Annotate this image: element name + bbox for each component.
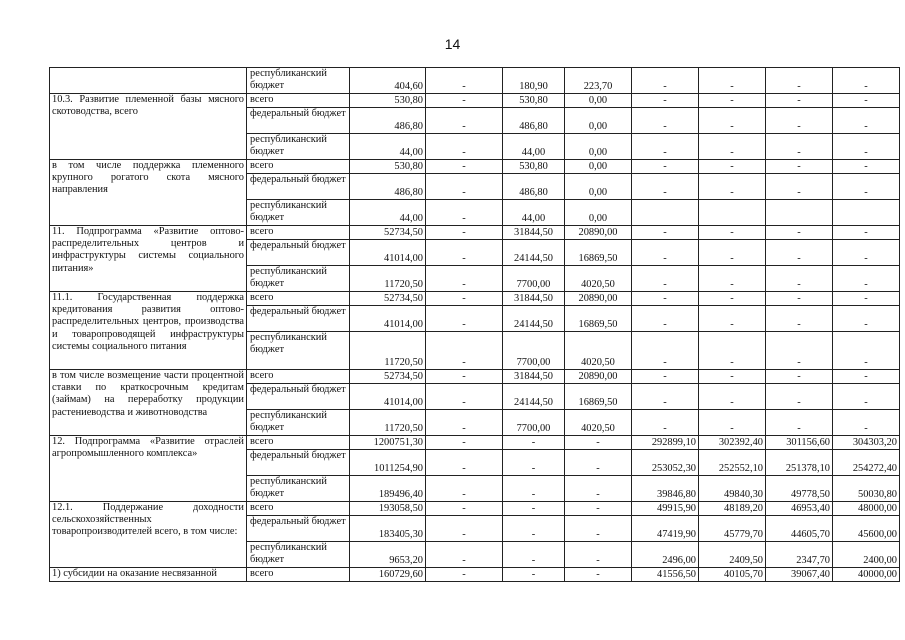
value-cell: - <box>426 94 503 108</box>
table-row <box>50 94 900 108</box>
value-cell: 0,00 <box>565 174 632 200</box>
value-cell <box>833 200 900 226</box>
value-cell: 48000,00 <box>833 502 900 516</box>
value-cell: 530,80 <box>503 160 565 174</box>
value-cell: - <box>766 306 833 332</box>
value-cell: 44,00 <box>350 134 426 160</box>
value-cell: 189496,40 <box>350 476 426 502</box>
value-cell: - <box>699 266 766 292</box>
value-cell: 301156,60 <box>766 436 833 450</box>
value-cell: - <box>766 410 833 436</box>
value-cell: - <box>699 240 766 266</box>
value-cell: 41014,00 <box>350 240 426 266</box>
table-row <box>50 568 900 582</box>
value-cell: - <box>632 240 699 266</box>
value-cell: - <box>426 370 503 384</box>
value-cell: - <box>565 542 632 568</box>
value-cell: - <box>833 174 900 200</box>
value-cell: 24144,50 <box>503 240 565 266</box>
value-cell: - <box>565 502 632 516</box>
value-cell: - <box>632 266 699 292</box>
value-cell: - <box>632 174 699 200</box>
value-cell: 11720,50 <box>350 266 426 292</box>
table-body <box>50 68 900 582</box>
value-cell: - <box>833 108 900 134</box>
value-cell: - <box>766 174 833 200</box>
value-cell: - <box>699 68 766 94</box>
value-cell: - <box>565 436 632 450</box>
value-cell: - <box>632 332 699 370</box>
funding-source: всего <box>247 436 350 450</box>
value-cell: 40000,00 <box>833 568 900 582</box>
value-cell: 20890,00 <box>565 292 632 306</box>
value-cell: - <box>426 134 503 160</box>
value-cell: 31844,50 <box>503 292 565 306</box>
value-cell: - <box>426 332 503 370</box>
funding-source: федеральный бюджет <box>247 240 350 266</box>
row-name: 12.1. Поддержание доходности сельскохозяйственных товаропроизводителей всего, в том числе: <box>50 502 247 568</box>
value-cell: - <box>426 240 503 266</box>
value-cell: - <box>699 384 766 410</box>
value-cell: 180,90 <box>503 68 565 94</box>
funding-source: всего <box>247 94 350 108</box>
value-cell: - <box>766 240 833 266</box>
value-cell: 52734,50 <box>350 226 426 240</box>
funding-source: федеральный бюджет <box>247 174 350 200</box>
value-cell: - <box>833 134 900 160</box>
funding-source: всего <box>247 568 350 582</box>
value-cell: 1011254,90 <box>350 450 426 476</box>
value-cell: - <box>766 160 833 174</box>
row-name <box>50 68 247 94</box>
value-cell: - <box>699 174 766 200</box>
value-cell: - <box>833 370 900 384</box>
row-name: 11. Подпрограмма «Развитие оптово-распределительных центров и инфраструктуры системы социального питания» <box>50 226 247 292</box>
funding-source: республиканский бюджет <box>247 332 350 370</box>
value-cell: 2400,00 <box>833 542 900 568</box>
row-name: 12. Подпрограмма «Развитие отраслей агропромышленного комплекса» <box>50 436 247 502</box>
value-cell: 52734,50 <box>350 292 426 306</box>
value-cell: - <box>426 200 503 226</box>
value-cell: - <box>565 450 632 476</box>
value-cell: 0,00 <box>565 160 632 174</box>
funding-source: республиканский бюджет <box>247 266 350 292</box>
value-cell: 41014,00 <box>350 306 426 332</box>
value-cell: 44,00 <box>503 200 565 226</box>
value-cell: 24144,50 <box>503 384 565 410</box>
value-cell: - <box>503 476 565 502</box>
value-cell: - <box>503 542 565 568</box>
value-cell: 44,00 <box>503 134 565 160</box>
value-cell: 50030,80 <box>833 476 900 502</box>
funding-source: федеральный бюджет <box>247 108 350 134</box>
value-cell <box>766 200 833 226</box>
value-cell: 7700,00 <box>503 266 565 292</box>
value-cell: - <box>426 160 503 174</box>
value-cell: - <box>699 160 766 174</box>
row-name: 10.3. Развитие племенной базы мясного скотоводства, всего <box>50 94 247 160</box>
value-cell: - <box>632 68 699 94</box>
value-cell: 9653,20 <box>350 542 426 568</box>
page-number: 14 <box>444 36 461 52</box>
value-cell: - <box>426 306 503 332</box>
funding-source: всего <box>247 226 350 240</box>
value-cell: - <box>833 240 900 266</box>
value-cell: - <box>426 68 503 94</box>
value-cell: - <box>565 476 632 502</box>
value-cell: 31844,50 <box>503 370 565 384</box>
funding-source: федеральный бюджет <box>247 384 350 410</box>
value-cell: 16869,50 <box>565 384 632 410</box>
funding-source: республиканский бюджет <box>247 200 350 226</box>
value-cell: - <box>632 292 699 306</box>
value-cell: 41014,00 <box>350 384 426 410</box>
value-cell: - <box>426 436 503 450</box>
value-cell: 304303,20 <box>833 436 900 450</box>
value-cell: 41556,50 <box>632 568 699 582</box>
funding-source: федеральный бюджет <box>247 516 350 542</box>
funding-source: республиканский бюджет <box>247 476 350 502</box>
value-cell: - <box>503 436 565 450</box>
value-cell: - <box>632 226 699 240</box>
value-cell: 4020,50 <box>565 410 632 436</box>
value-cell: 46953,40 <box>766 502 833 516</box>
value-cell: 49778,50 <box>766 476 833 502</box>
value-cell: - <box>426 516 503 542</box>
value-cell: 223,70 <box>565 68 632 94</box>
value-cell: 486,80 <box>503 108 565 134</box>
value-cell: 39067,40 <box>766 568 833 582</box>
value-cell: - <box>426 266 503 292</box>
value-cell: - <box>833 68 900 94</box>
funding-source: республиканский бюджет <box>247 542 350 568</box>
value-cell: 49840,30 <box>699 476 766 502</box>
value-cell: - <box>426 108 503 134</box>
row-name: в том числе поддержка племенного крупного рогатого скота мясного направления <box>50 160 247 226</box>
value-cell: 0,00 <box>565 108 632 134</box>
value-cell: 2409,50 <box>699 542 766 568</box>
value-cell: - <box>503 568 565 582</box>
value-cell: - <box>766 94 833 108</box>
value-cell: - <box>426 476 503 502</box>
funding-source: федеральный бюджет <box>247 306 350 332</box>
value-cell: 2347,70 <box>766 542 833 568</box>
value-cell: 183405,30 <box>350 516 426 542</box>
value-cell: 39846,80 <box>632 476 699 502</box>
value-cell: - <box>766 370 833 384</box>
value-cell: - <box>426 502 503 516</box>
value-cell: 254272,40 <box>833 450 900 476</box>
value-cell: - <box>766 108 833 134</box>
value-cell: 44605,70 <box>766 516 833 542</box>
value-cell: 52734,50 <box>350 370 426 384</box>
value-cell: 193058,50 <box>350 502 426 516</box>
table-row <box>50 436 900 450</box>
value-cell: 4020,50 <box>565 266 632 292</box>
value-cell: 302392,40 <box>699 436 766 450</box>
value-cell: - <box>766 384 833 410</box>
value-cell: - <box>833 384 900 410</box>
budget-table <box>49 67 900 582</box>
funding-source: республиканский бюджет <box>247 68 350 94</box>
value-cell: 530,80 <box>350 94 426 108</box>
value-cell: 45779,70 <box>699 516 766 542</box>
funding-source: всего <box>247 160 350 174</box>
value-cell: - <box>565 568 632 582</box>
value-cell: - <box>699 108 766 134</box>
value-cell: - <box>503 516 565 542</box>
value-cell: 486,80 <box>503 174 565 200</box>
value-cell: 11720,50 <box>350 410 426 436</box>
value-cell: - <box>632 134 699 160</box>
row-name: в том числе возмещение части процентной ставки по краткосрочным кредитам (займам) на переработку продукции растениеводства и животноводства <box>50 370 247 436</box>
value-cell: - <box>833 266 900 292</box>
value-cell: 7700,00 <box>503 332 565 370</box>
value-cell: - <box>426 384 503 410</box>
value-cell: 24144,50 <box>503 306 565 332</box>
value-cell <box>632 200 699 226</box>
value-cell: - <box>426 410 503 436</box>
value-cell: 4020,50 <box>565 332 632 370</box>
value-cell: - <box>426 226 503 240</box>
value-cell: - <box>699 410 766 436</box>
value-cell: 16869,50 <box>565 240 632 266</box>
value-cell: - <box>426 542 503 568</box>
value-cell: - <box>632 410 699 436</box>
value-cell: - <box>632 370 699 384</box>
value-cell: - <box>766 226 833 240</box>
value-cell: 0,00 <box>565 134 632 160</box>
value-cell: 45600,00 <box>833 516 900 542</box>
value-cell: 48189,20 <box>699 502 766 516</box>
funding-source: всего <box>247 502 350 516</box>
value-cell: - <box>632 306 699 332</box>
funding-source: всего <box>247 370 350 384</box>
value-cell: - <box>426 292 503 306</box>
funding-source: федеральный бюджет <box>247 450 350 476</box>
value-cell: - <box>632 384 699 410</box>
value-cell: 49915,90 <box>632 502 699 516</box>
table-row <box>50 226 900 240</box>
value-cell: - <box>699 134 766 160</box>
value-cell: 7700,00 <box>503 410 565 436</box>
value-cell: 0,00 <box>565 94 632 108</box>
value-cell: 0,00 <box>565 200 632 226</box>
value-cell: - <box>426 174 503 200</box>
value-cell: 16869,50 <box>565 306 632 332</box>
table-row <box>50 370 900 384</box>
value-cell: 486,80 <box>350 174 426 200</box>
value-cell: - <box>766 134 833 160</box>
value-cell: - <box>766 292 833 306</box>
value-cell: - <box>426 568 503 582</box>
value-cell: - <box>426 450 503 476</box>
value-cell: - <box>833 332 900 370</box>
value-cell: - <box>632 160 699 174</box>
funding-source: республиканский бюджет <box>247 410 350 436</box>
value-cell: 530,80 <box>503 94 565 108</box>
value-cell: 40105,70 <box>699 568 766 582</box>
value-cell: 486,80 <box>350 108 426 134</box>
value-cell: 44,00 <box>350 200 426 226</box>
value-cell: - <box>833 306 900 332</box>
value-cell <box>699 200 766 226</box>
row-name: 11.1. Государственная поддержка кредитования развития оптово-распределительных центров, производства и товаропроводящей инфраструктуры системы социального питания <box>50 292 247 370</box>
value-cell: 252552,10 <box>699 450 766 476</box>
value-cell: - <box>699 94 766 108</box>
value-cell: 20890,00 <box>565 226 632 240</box>
value-cell: - <box>503 502 565 516</box>
value-cell: - <box>699 292 766 306</box>
row-name: 1) субсидии на оказание несвязанной <box>50 568 247 582</box>
value-cell: 11720,50 <box>350 332 426 370</box>
value-cell: 251378,10 <box>766 450 833 476</box>
value-cell: 253052,30 <box>632 450 699 476</box>
value-cell: 2496,00 <box>632 542 699 568</box>
value-cell: - <box>565 516 632 542</box>
value-cell: 20890,00 <box>565 370 632 384</box>
value-cell: 530,80 <box>350 160 426 174</box>
value-cell: - <box>699 226 766 240</box>
table-row <box>50 160 900 174</box>
value-cell: - <box>833 226 900 240</box>
value-cell: 160729,60 <box>350 568 426 582</box>
funding-source: всего <box>247 292 350 306</box>
value-cell: 404,60 <box>350 68 426 94</box>
value-cell: 47419,90 <box>632 516 699 542</box>
value-cell: 292899,10 <box>632 436 699 450</box>
value-cell: - <box>503 450 565 476</box>
value-cell: 31844,50 <box>503 226 565 240</box>
value-cell: - <box>766 266 833 292</box>
value-cell: - <box>833 160 900 174</box>
table-row <box>50 68 900 94</box>
value-cell: - <box>833 94 900 108</box>
value-cell: - <box>766 332 833 370</box>
value-cell: - <box>699 306 766 332</box>
value-cell: - <box>699 370 766 384</box>
value-cell: - <box>632 108 699 134</box>
table-row <box>50 292 900 306</box>
funding-source: республиканский бюджет <box>247 134 350 160</box>
value-cell: - <box>632 94 699 108</box>
value-cell: 1200751,30 <box>350 436 426 450</box>
value-cell: - <box>699 332 766 370</box>
value-cell: - <box>766 68 833 94</box>
value-cell: - <box>833 292 900 306</box>
table-row <box>50 502 900 516</box>
value-cell: - <box>833 410 900 436</box>
